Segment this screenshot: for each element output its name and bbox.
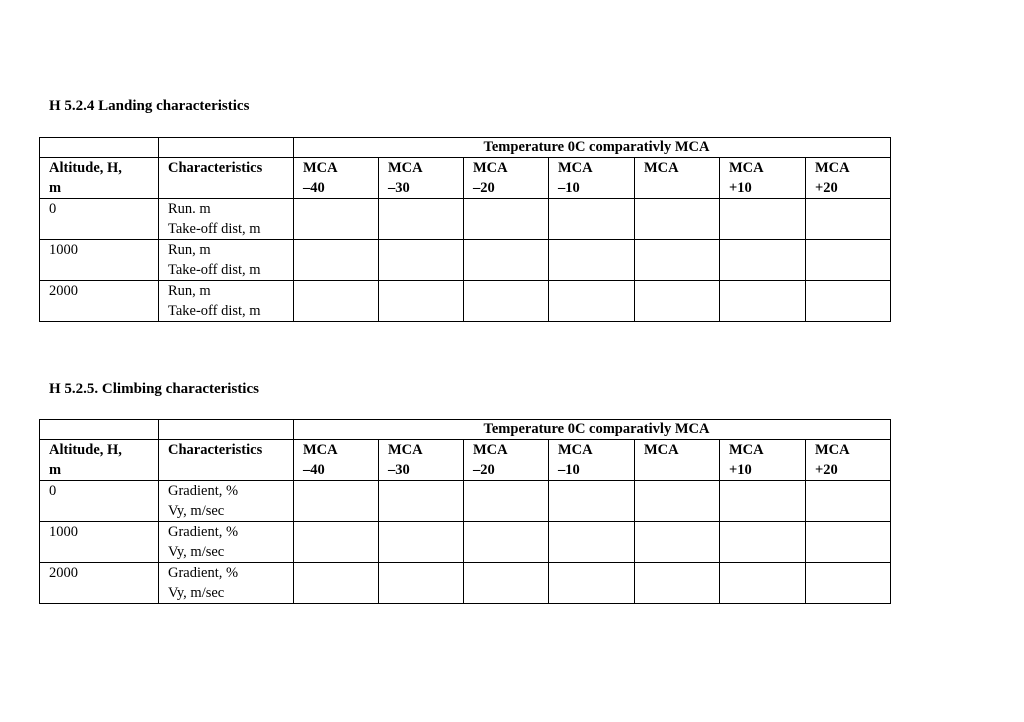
characteristic-line: Run, m bbox=[168, 242, 211, 258]
value-cell bbox=[720, 281, 806, 322]
mca-column-header bbox=[379, 158, 464, 199]
value-cell bbox=[379, 481, 464, 522]
value-cell bbox=[720, 199, 806, 240]
value-cell bbox=[806, 563, 891, 604]
mca-label: MCA bbox=[473, 442, 508, 458]
characteristic-line: Take-off dist, m bbox=[168, 221, 261, 237]
mca-column-header bbox=[635, 158, 720, 199]
characteristic-line: Vy, m/sec bbox=[168, 585, 225, 601]
altitude-cell: 2000 bbox=[40, 563, 159, 604]
characteristics-header: Characteristics bbox=[159, 158, 294, 199]
mca-offset: –20 bbox=[473, 180, 495, 196]
characteristic-line: Run. m bbox=[168, 201, 211, 217]
mca-label: MCA bbox=[644, 160, 679, 176]
mca-column-header bbox=[549, 440, 635, 481]
value-cell bbox=[549, 199, 635, 240]
altitude-header-line: m bbox=[49, 180, 62, 196]
mca-column-header bbox=[720, 440, 806, 481]
table-row bbox=[40, 522, 891, 563]
altitude-cell: 1000 bbox=[40, 522, 159, 563]
value-cell bbox=[549, 522, 635, 563]
value-cell bbox=[635, 563, 720, 604]
column-header-row bbox=[40, 158, 891, 199]
characteristic-line: Gradient, % bbox=[168, 565, 239, 581]
value-cell bbox=[379, 522, 464, 563]
value-cell bbox=[806, 481, 891, 522]
mca-offset: +10 bbox=[729, 180, 752, 196]
characteristic-line: Take-off dist, m bbox=[168, 303, 261, 319]
blank-cell bbox=[40, 420, 159, 440]
mca-offset: –40 bbox=[303, 462, 325, 478]
characteristics-header: Characteristics bbox=[159, 440, 294, 481]
value-cell bbox=[720, 481, 806, 522]
value-cell bbox=[379, 563, 464, 604]
altitude-cell: 1000 bbox=[40, 240, 159, 281]
value-cell bbox=[806, 522, 891, 563]
mca-offset: –10 bbox=[558, 462, 580, 478]
mca-column-header bbox=[720, 158, 806, 199]
mca-label: MCA bbox=[303, 442, 338, 458]
mca-offset: –30 bbox=[388, 180, 410, 196]
characteristics-cell bbox=[159, 281, 294, 322]
blank-cell bbox=[159, 420, 294, 440]
value-cell bbox=[806, 199, 891, 240]
altitude-cell: 2000 bbox=[40, 281, 159, 322]
mca-column-header bbox=[294, 158, 379, 199]
mca-column-header bbox=[379, 440, 464, 481]
characteristics-cell bbox=[159, 199, 294, 240]
altitude-header-line: Altitude, H, bbox=[49, 160, 122, 176]
value-cell bbox=[549, 563, 635, 604]
blank-cell bbox=[40, 138, 159, 158]
characteristics-cell bbox=[159, 563, 294, 604]
altitude-header-line: m bbox=[49, 462, 62, 478]
mca-offset: –40 bbox=[303, 180, 325, 196]
mca-label: MCA bbox=[303, 160, 338, 176]
value-cell bbox=[294, 240, 379, 281]
characteristic-line: Gradient, % bbox=[168, 524, 239, 540]
mca-offset: +20 bbox=[815, 462, 838, 478]
table-row bbox=[40, 563, 891, 604]
altitude-header-line: Altitude, H, bbox=[49, 442, 122, 458]
blank-cell bbox=[159, 138, 294, 158]
mca-offset: +20 bbox=[815, 180, 838, 196]
value-cell bbox=[379, 240, 464, 281]
mca-label: MCA bbox=[644, 442, 679, 458]
mca-offset: –20 bbox=[473, 462, 495, 478]
table-row bbox=[40, 240, 891, 281]
mca-column-header bbox=[549, 158, 635, 199]
value-cell bbox=[635, 281, 720, 322]
mca-column-header bbox=[806, 158, 891, 199]
mca-column-header bbox=[635, 440, 720, 481]
landing-table bbox=[39, 137, 891, 322]
characteristic-line: Vy, m/sec bbox=[168, 544, 225, 560]
mca-label: MCA bbox=[388, 442, 423, 458]
characteristics-cell bbox=[159, 522, 294, 563]
mca-column-header bbox=[294, 440, 379, 481]
characteristic-line: Vy, m/sec bbox=[168, 503, 225, 519]
mca-column-header bbox=[464, 158, 549, 199]
mca-offset: +10 bbox=[729, 462, 752, 478]
table-row bbox=[40, 481, 891, 522]
altitude-cell: 0 bbox=[40, 481, 159, 522]
value-cell bbox=[806, 240, 891, 281]
temp-header-row bbox=[40, 420, 891, 440]
value-cell bbox=[294, 522, 379, 563]
value-cell bbox=[294, 281, 379, 322]
value-cell bbox=[379, 199, 464, 240]
value-cell bbox=[464, 281, 549, 322]
value-cell bbox=[720, 240, 806, 281]
mca-label: MCA bbox=[729, 442, 764, 458]
column-header-row bbox=[40, 440, 891, 481]
value-cell bbox=[464, 481, 549, 522]
value-cell bbox=[294, 481, 379, 522]
mca-label: MCA bbox=[729, 160, 764, 176]
characteristics-cell bbox=[159, 240, 294, 281]
landing-heading: H 5.2.4 Landing characteristics bbox=[49, 98, 250, 114]
mca-label: MCA bbox=[815, 442, 850, 458]
climbing-table bbox=[39, 419, 891, 604]
value-cell bbox=[806, 281, 891, 322]
value-cell bbox=[549, 481, 635, 522]
value-cell bbox=[635, 481, 720, 522]
mca-column-header bbox=[464, 440, 549, 481]
value-cell bbox=[464, 563, 549, 604]
value-cell bbox=[464, 240, 549, 281]
altitude-cell: 0 bbox=[40, 199, 159, 240]
mca-label: MCA bbox=[388, 160, 423, 176]
value-cell bbox=[635, 199, 720, 240]
value-cell bbox=[294, 563, 379, 604]
value-cell bbox=[720, 563, 806, 604]
mca-label: MCA bbox=[473, 160, 508, 176]
value-cell bbox=[379, 281, 464, 322]
temp-header-row bbox=[40, 138, 891, 158]
table-row bbox=[40, 281, 891, 322]
climbing-heading: H 5.2.5. Climbing characteristics bbox=[49, 381, 259, 397]
table-row bbox=[40, 199, 891, 240]
value-cell bbox=[549, 240, 635, 281]
value-cell bbox=[635, 522, 720, 563]
characteristic-line: Gradient, % bbox=[168, 483, 239, 499]
mca-offset: –10 bbox=[558, 180, 580, 196]
value-cell bbox=[720, 522, 806, 563]
value-cell bbox=[464, 199, 549, 240]
mca-offset: –30 bbox=[388, 462, 410, 478]
mca-column-header bbox=[806, 440, 891, 481]
altitude-header bbox=[40, 440, 159, 481]
mca-label: MCA bbox=[815, 160, 850, 176]
altitude-header bbox=[40, 158, 159, 199]
mca-label: MCA bbox=[558, 442, 593, 458]
value-cell bbox=[549, 281, 635, 322]
temperature-header: Temperature 0C comparativly MCA bbox=[294, 138, 891, 158]
temperature-header: Temperature 0C comparativly MCA bbox=[294, 420, 891, 440]
value-cell bbox=[464, 522, 549, 563]
characteristic-line: Run, m bbox=[168, 283, 211, 299]
value-cell bbox=[294, 199, 379, 240]
characteristics-cell bbox=[159, 481, 294, 522]
mca-label: MCA bbox=[558, 160, 593, 176]
characteristic-line: Take-off dist, m bbox=[168, 262, 261, 278]
value-cell bbox=[635, 240, 720, 281]
